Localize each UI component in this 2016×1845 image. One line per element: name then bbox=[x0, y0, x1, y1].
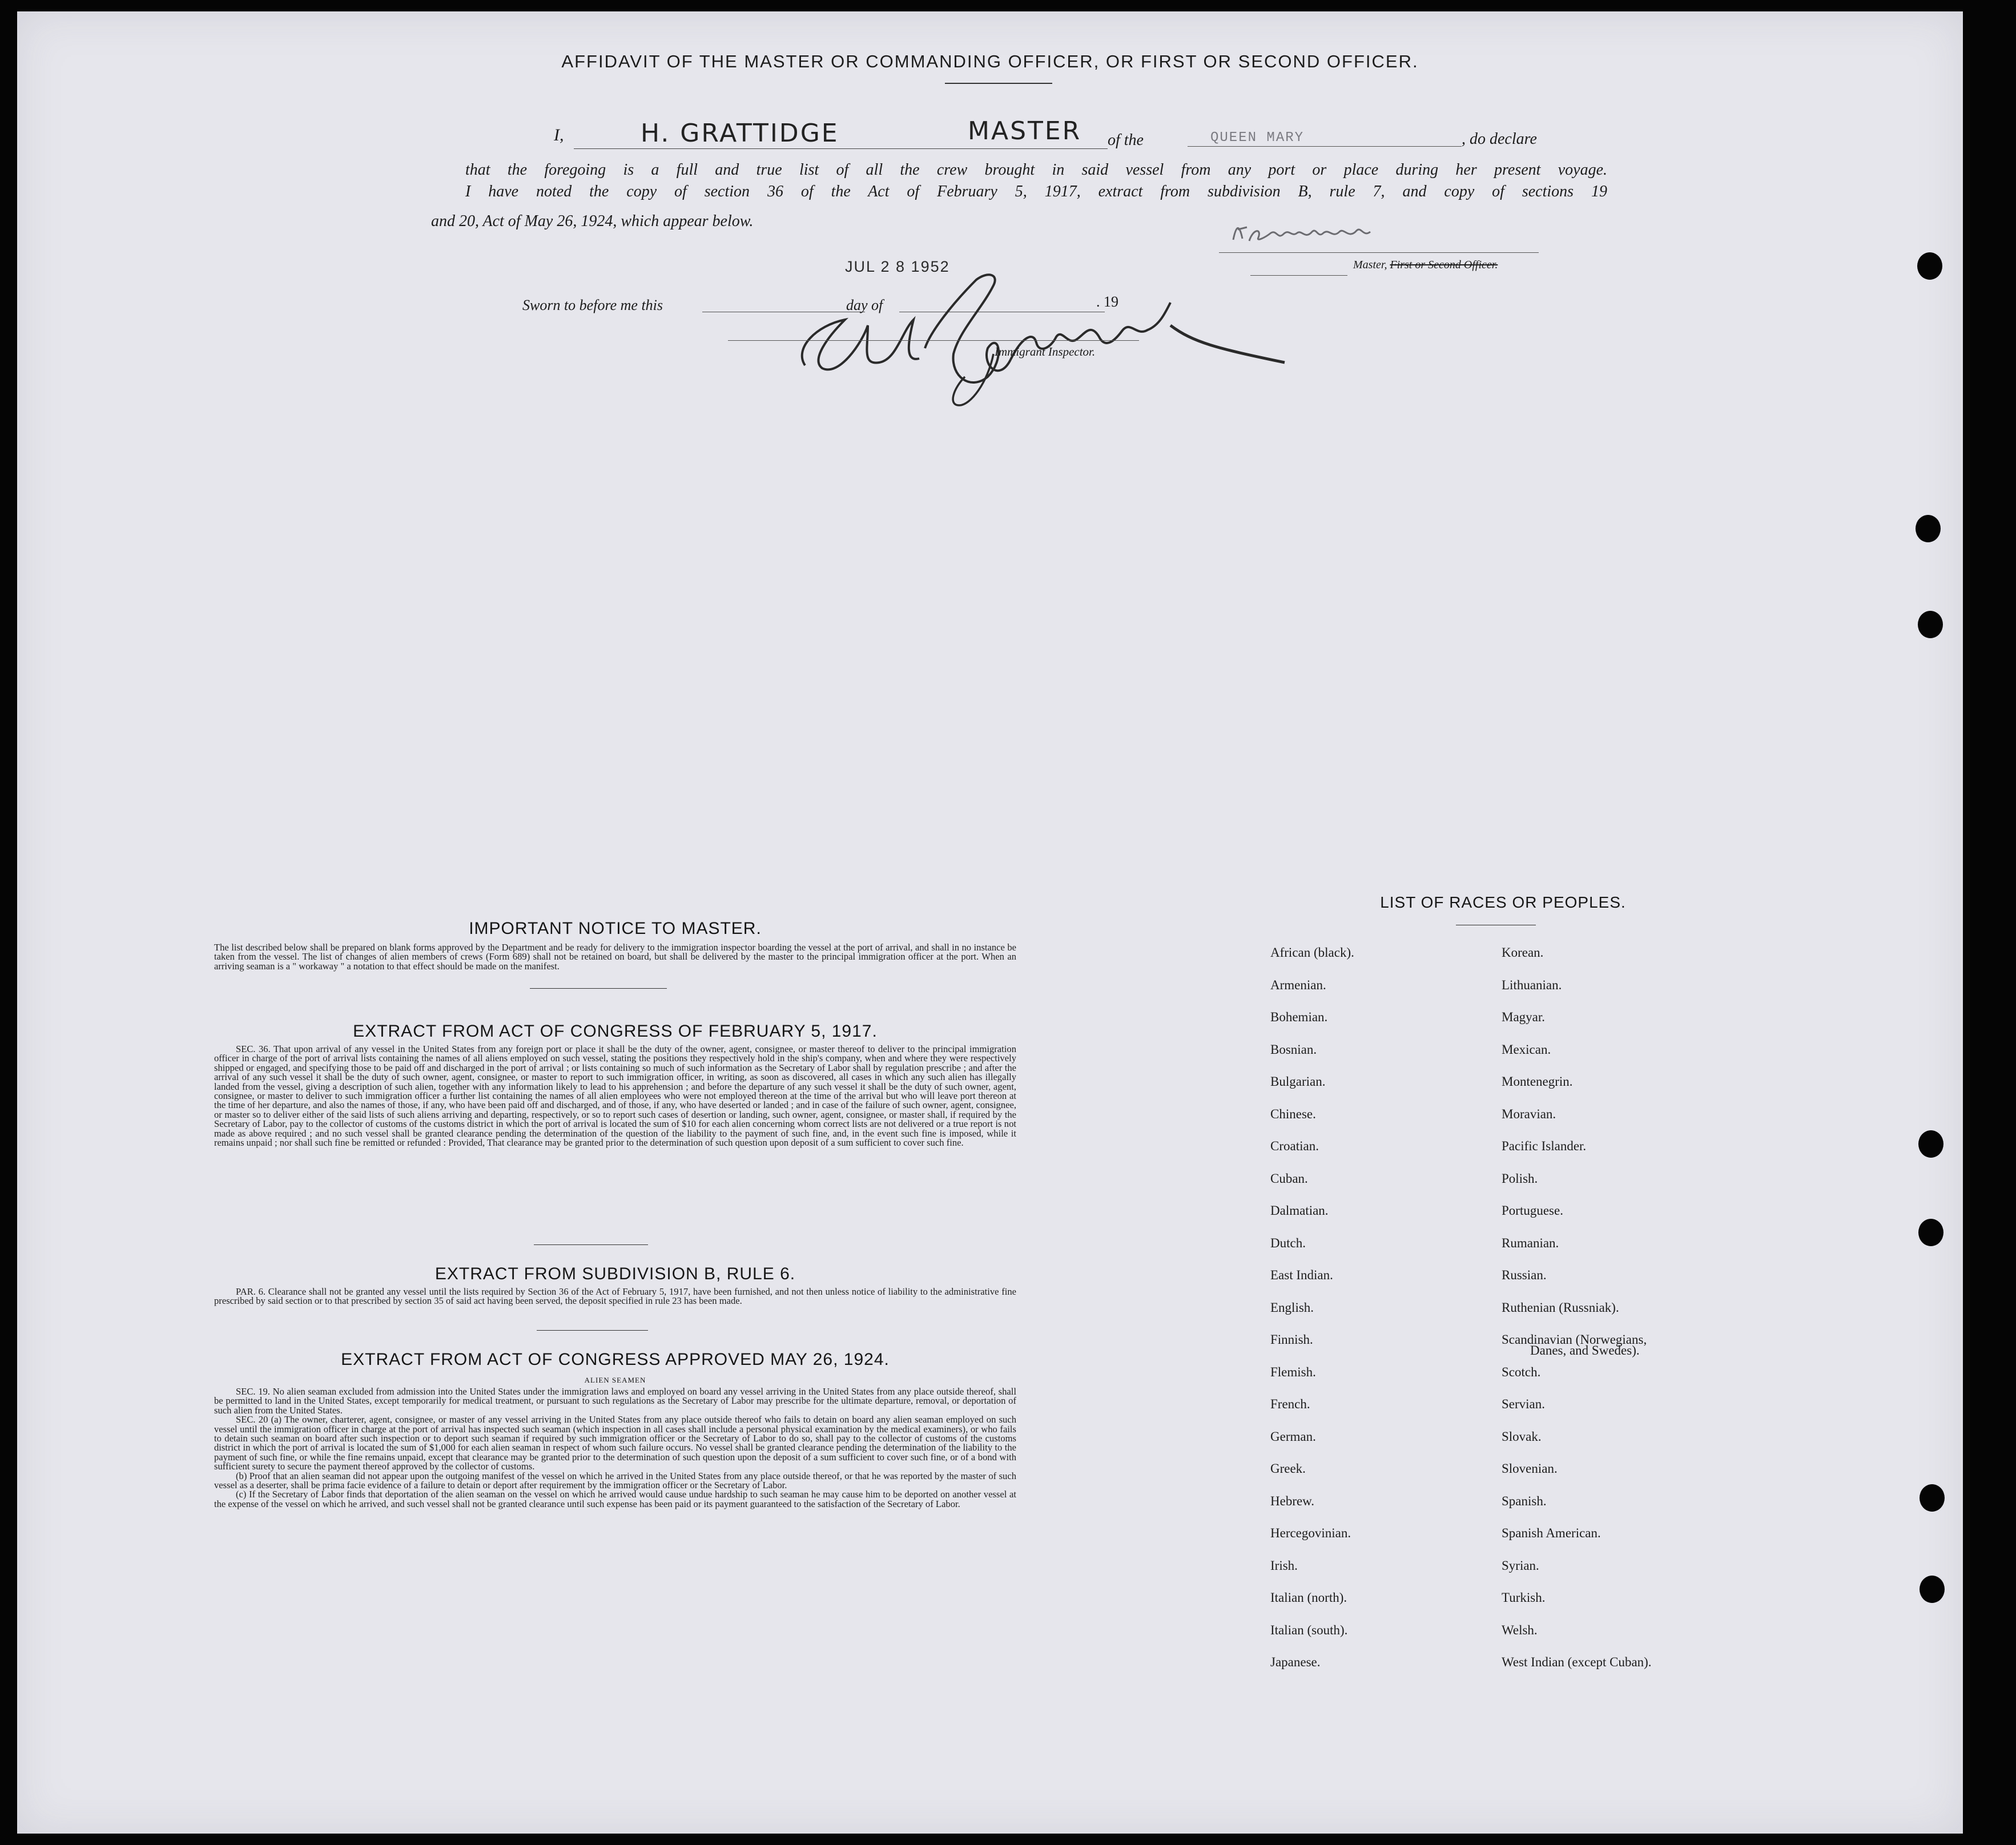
race-item: Finnish. bbox=[1270, 1332, 1313, 1347]
race-item: Croatian. bbox=[1270, 1139, 1319, 1153]
punch-hole bbox=[1920, 1576, 1945, 1603]
punch-hole bbox=[1917, 252, 1942, 280]
race-item: Italian (north). bbox=[1270, 1590, 1347, 1605]
vessel-name: QUEEN MARY bbox=[1210, 130, 1305, 146]
officer-title-master: Master, bbox=[1353, 259, 1387, 271]
inspector-line bbox=[728, 340, 1139, 341]
race-item: Dalmatian. bbox=[1270, 1203, 1329, 1218]
race-item: English. bbox=[1270, 1300, 1314, 1315]
punch-hole bbox=[1918, 1130, 1943, 1158]
race-item: Hercegovinian. bbox=[1270, 1526, 1351, 1540]
inspector-title: Immigrant Inspector. bbox=[995, 345, 1096, 358]
divider bbox=[530, 988, 667, 989]
race-item: Turkish. bbox=[1502, 1590, 1546, 1605]
race-item: Korean. bbox=[1502, 945, 1544, 960]
sworn-label: Sworn to before me this bbox=[522, 297, 663, 313]
race-item: Slovenian. bbox=[1502, 1461, 1558, 1476]
officer-title bbox=[1353, 259, 1498, 272]
notice-body: The list described below shall be prepared on blank forms approved by the Department and be ready for delivery to the immigration inspector boarding the vessel at the port of arrival, and shall in no instance be taken from the vessel. The list of changes of alien members of crews (Form 689) shall not be retained on board, but shall be delivered by the master to the principal immigration officer at the port. When an arriving seaman is a " workaway " a notation to that effect should be made on the manifest. bbox=[214, 942, 1016, 972]
race-item: Magyar. bbox=[1502, 1010, 1546, 1024]
race-item: Italian (south). bbox=[1270, 1623, 1348, 1637]
race-item: Greek. bbox=[1270, 1461, 1306, 1476]
races-heading: LIST OF RACES OR PEOPLES. bbox=[1380, 893, 1626, 911]
sec-19: SEC. 19. No alien seaman excluded from admission into the United States under the immigration laws and employed on board any vessel arriving in the United States from any place outside thereof, shall be permitted to land in the United States, except temporarily for medical treatment, or pursuant to such regulations as the Secretary of Labor may prescribe for the ultimate departure, removal, or deportation of such alien from the United States. bbox=[214, 1386, 1016, 1416]
race-item: West Indian (except Cuban). bbox=[1502, 1655, 1652, 1669]
race-item: German. bbox=[1270, 1429, 1316, 1444]
day-of-label: day of bbox=[846, 297, 883, 313]
sec-20a: SEC. 20 (a) The owner, charterer, agent, consignee, or master of any vessel arriving in the United States from any place outside thereof who fails to detain on board any alien seaman employed on such vessel until the immigration officer in charge at the port of arrival has inspected such seaman (which inspection in all cases shall include a personal physical examination by the medical examiners), or who fails to detain such seaman on board after such inspection or to deport such seaman if required by such immigration officer or the Secretary of Labor to do so, shall pay to the collector of customs of the customs district in which the port of arrival is located the sum of $1,000 for each alien seaman in respect of whom such failure occurs. No vessel shall be granted clearance pending the determination of the liability to the payment of such fine, or while the fine remains unpaid, except that clearance may be granted prior to the determination of such question upon the deposit of a sum sufficient to cover such fine, or of a bond with sufficient surety to secure the payment thereof approved by the collector of customs. bbox=[214, 1414, 1016, 1472]
race-item: Dutch. bbox=[1270, 1236, 1306, 1250]
race-item: French. bbox=[1270, 1397, 1310, 1411]
race-item: Cuban. bbox=[1270, 1171, 1308, 1186]
extract-1924-body bbox=[214, 1387, 1016, 1509]
year-prefix: . 19 bbox=[1096, 293, 1118, 310]
race-item: Welsh. bbox=[1502, 1623, 1538, 1637]
officer-title-struck: First or Second Officer. bbox=[1390, 259, 1498, 271]
extract-1917-body: SEC. 36. That upon arrival of any vessel in the United States from any foreign port or place it shall be the duty of the owner, agent, consignee, or master thereof to deliver to the principal immigration officer in charge of the port of arrival lists containing the names of all aliens employed on such vessel, stating the positions they respectively hold in the ship's company, when and where they were respectively shipped or engaged, and specifying those to be paid off and discharged in the port of arrival ; or lists containing so much of such information as the Secretary of Labor shall by regulation prescribe ; and after the arrival of any such vessel it shall be the duty of such owner, agent, consignee, or master to report to such immigration officer, in writing, as soon as discovered, all cases in which any such alien has illegally landed from the vessel, giving a description of such alien, together with any information likely to lead to his apprehension ; and before the departure of any such vessel it shall be the duty of such owner, agent, consignee, or master to deliver to such immigration officer a further list containing the names of all alien employees who were not employed thereon at the time of the arrival but who will leave port thereon at the time of her departure, and also the names of those, if any, who have been paid off and discharged, and of those, if any, who have deserted or landed ; and in case of the failure of such owner, agent, consignee, or master so to deliver either of the said lists of such aliens arriving and departing, respectively, or so to report such cases of desertion or landing, such owner, agent, consignee, or master shall, if required by the Secretary of Labor, pay to the collector of customs of the customs district in which the port of arrival is located the sum of $10 for each alien concerning whom correct lists are not delivered or a true report is not made as above required ; and no such vessel shall be granted clearance pending the determination of the question of the liability to the payment of such fine, and, in the event such fine is imposed, while it remains unpaid ; nor shall such fine be remitted or refunded : Provided, That clearance may be granted prior to the determination of such question upon deposit of a sum sufficient to cover such fine. bbox=[214, 1044, 1016, 1149]
master-rank: MASTER bbox=[968, 116, 1082, 146]
signature-line bbox=[1219, 252, 1539, 253]
affidavit-line-2: that the foregoing is a full and true list of all the crew brought in said vessel from any port or place during her present voyage. bbox=[465, 161, 1607, 179]
race-item: Pacific Islander. bbox=[1502, 1139, 1587, 1153]
inspector-signature bbox=[782, 263, 1307, 411]
affidavit-line-4: and 20, Act of May 26, 1924, which appear below. bbox=[431, 212, 754, 230]
punch-hole bbox=[1916, 515, 1941, 542]
master-signature bbox=[1222, 206, 1450, 257]
race-item: Mexican. bbox=[1502, 1042, 1551, 1057]
race-item: Bosnian. bbox=[1270, 1042, 1317, 1057]
date-stamp: JUL 2 8 1952 bbox=[845, 258, 950, 275]
do-declare-label: , do declare bbox=[1462, 130, 1537, 148]
race-item: Portuguese. bbox=[1502, 1203, 1563, 1218]
race-item: Rumanian. bbox=[1502, 1236, 1559, 1250]
race-item: Hebrew. bbox=[1270, 1494, 1315, 1508]
race-item: Syrian. bbox=[1502, 1558, 1539, 1573]
race-item: Irish. bbox=[1270, 1558, 1298, 1573]
title-divider bbox=[945, 83, 1052, 84]
punch-hole bbox=[1918, 611, 1943, 638]
document-sheet bbox=[17, 11, 1963, 1834]
extract-1924-heading: EXTRACT FROM ACT OF CONGRESS APPROVED MAY 26, 1924. bbox=[341, 1350, 890, 1369]
affidavit-title: AFFIDAVIT OF THE MASTER OR COMMANDING OFFICER, OR FIRST OR SECOND OFFICER. bbox=[561, 51, 1419, 71]
race-item: Montenegrin. bbox=[1502, 1074, 1573, 1089]
race-item: African (black). bbox=[1270, 945, 1354, 960]
extract-rule6-body: PAR. 6. Clearance shall not be granted any vessel until the lists required by Section 36 of the Act of February 5, 1917, have been furnished, and not then unless notice of liability to the administrative fine prescribed by said section or to that prescribed by section 35 of said act having been served, the deposit specified in rule 23 has been made. bbox=[214, 1286, 1016, 1307]
race-item: Chinese. bbox=[1270, 1107, 1316, 1121]
race-item: Flemish. bbox=[1270, 1365, 1316, 1379]
pronoun-label: I, bbox=[554, 126, 564, 144]
notice-heading: IMPORTANT NOTICE TO MASTER. bbox=[469, 919, 762, 938]
race-item: Bulgarian. bbox=[1270, 1074, 1326, 1089]
race-item: Lithuanian. bbox=[1502, 978, 1562, 992]
extract-rule6-heading: EXTRACT FROM SUBDIVISION B, RULE 6. bbox=[434, 1264, 796, 1283]
race-item: Slovak. bbox=[1502, 1429, 1542, 1444]
race-item: East Indian. bbox=[1270, 1268, 1333, 1282]
divider bbox=[537, 1330, 648, 1331]
race-item: Japanese. bbox=[1270, 1655, 1321, 1669]
name-line bbox=[574, 148, 1108, 149]
sec-20b: (b) Proof that an alien seaman did not appear upon the outgoing manifest of the vessel on which he arrived in the United States from any place outside thereof, or that he was reported by the master of such vessel as a deserter, shall be prima facie evidence of a failure to detain or deport after requirement by the immigration officer or the Secretary of Labor. bbox=[214, 1470, 1016, 1491]
extract-1917-heading: EXTRACT FROM ACT OF CONGRESS OF FEBRUARY 5, 1917. bbox=[353, 1022, 878, 1041]
race-item: Bohemian. bbox=[1270, 1010, 1328, 1024]
master-name: H. GRATTIDGE bbox=[641, 119, 839, 148]
race-item: Spanish American. bbox=[1502, 1526, 1601, 1540]
affidavit-line-3: I have noted the copy of section 36 of the Act of February 5, 1917, extract from subdivision B, rule 7, and copy of sections 19 bbox=[465, 183, 1607, 200]
race-item: Russian. bbox=[1502, 1268, 1547, 1282]
race-item: Armenian. bbox=[1270, 978, 1326, 992]
races-right-continuation: Danes, and Swedes). bbox=[1530, 1343, 1640, 1357]
race-item: Scotch. bbox=[1502, 1365, 1541, 1379]
of-the-label: of the bbox=[1108, 131, 1144, 149]
races-left-column bbox=[1270, 945, 1476, 1687]
race-item: Servian. bbox=[1502, 1397, 1546, 1411]
races-right-column bbox=[1502, 945, 1741, 1687]
race-item: Scandinavian (Norwegians, bbox=[1502, 1332, 1647, 1347]
race-item: Ruthenian (Russniak). bbox=[1502, 1300, 1619, 1315]
race-item: Polish. bbox=[1502, 1171, 1538, 1186]
punch-hole bbox=[1920, 1484, 1945, 1512]
extract-1924-subheading: ALIEN SEAMEN bbox=[584, 1376, 646, 1384]
punch-hole bbox=[1918, 1219, 1943, 1246]
race-item: Moravian. bbox=[1502, 1107, 1556, 1121]
sec-20c: (c) If the Secretary of Labor finds that deportation of the alien seaman on the vessel on which he arrived would cause undue hardship to such seaman he may cause him to be deported on another vessel at the expense of the vessel on which he arrived, and such vessel shall not be granted clearance until such expense has been paid or its payment guaranteed to the satisfaction of the Secretary of Labor. bbox=[214, 1489, 1016, 1509]
vessel-line bbox=[1188, 146, 1462, 147]
divider bbox=[534, 1244, 648, 1245]
race-item: Spanish. bbox=[1502, 1494, 1547, 1508]
